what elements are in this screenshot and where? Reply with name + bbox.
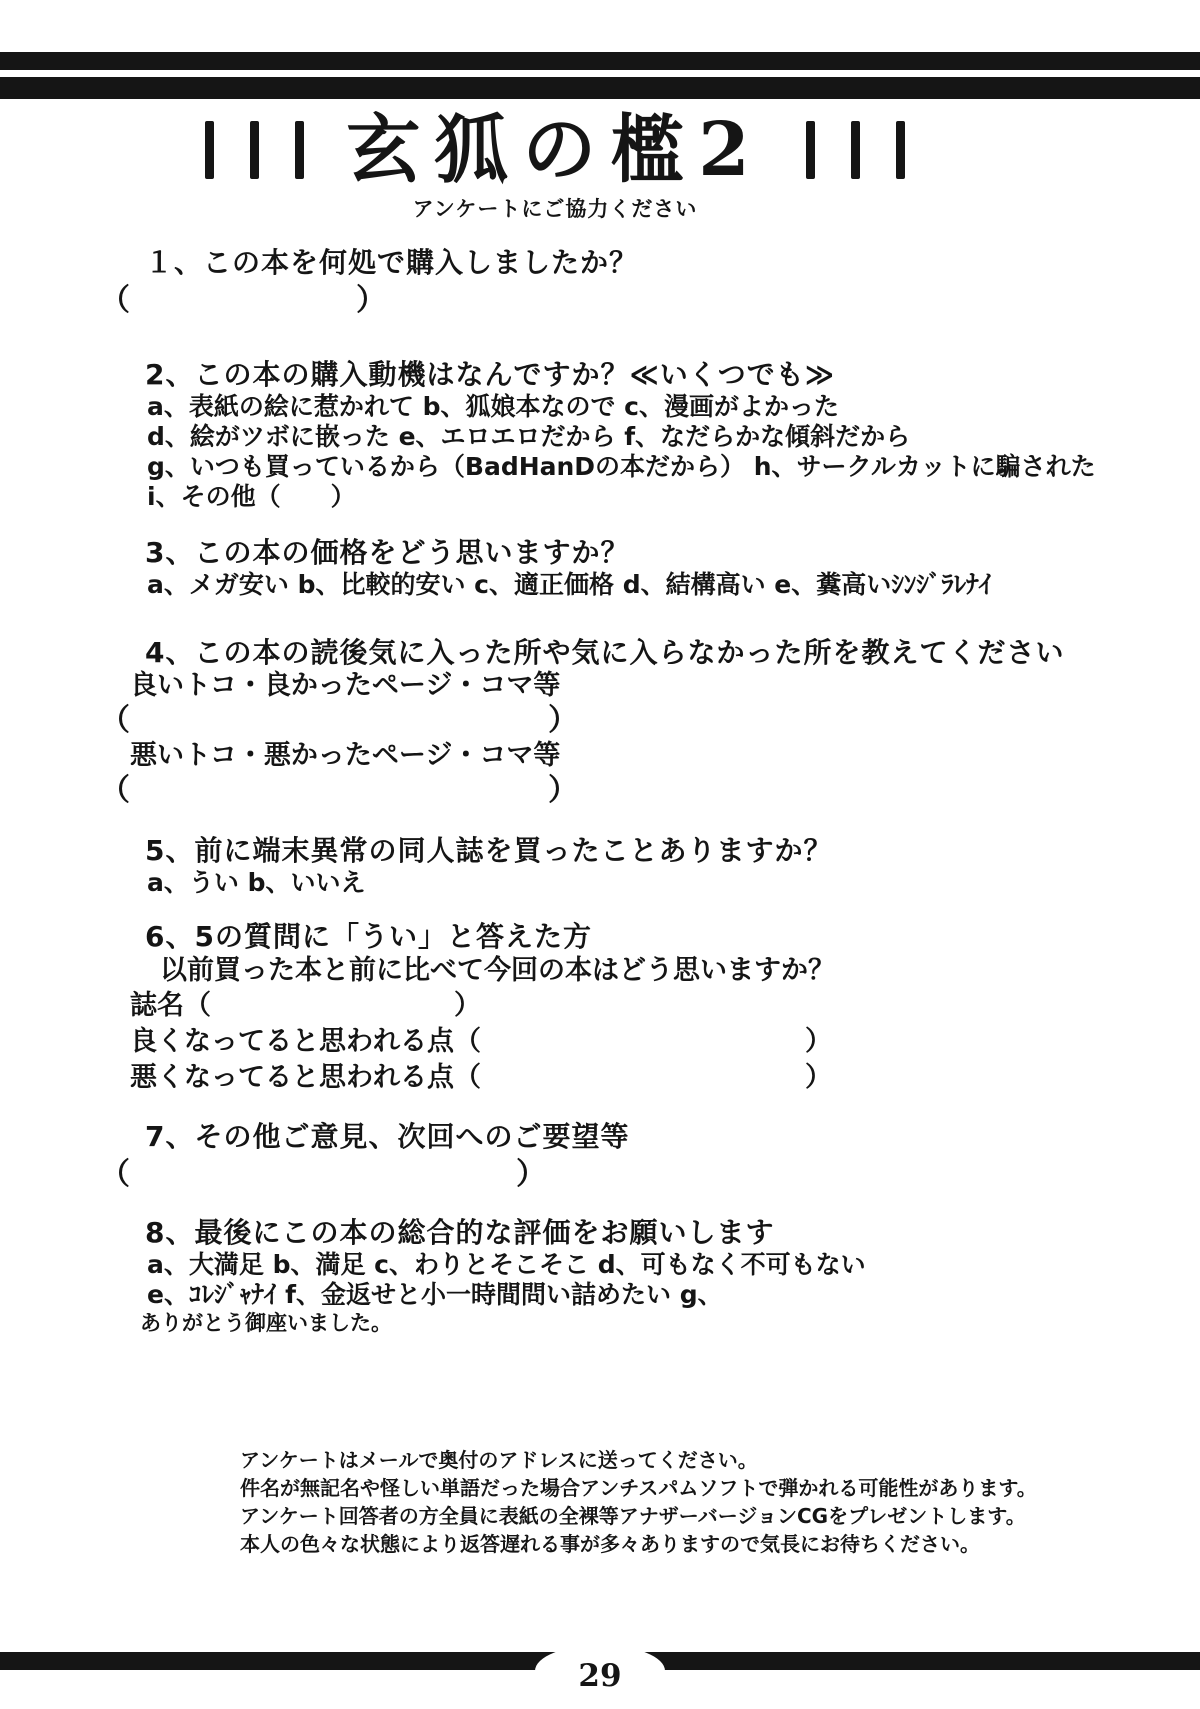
page-number: 29 [578, 1657, 622, 1694]
footer-line-3: アンケート回答者の方全員に表紙の全裸等アナザーバージョンCGをプレゼントします。 [240, 1504, 1026, 1528]
question-4-good-label: 良いトコ・良かったページ・コマ等 [130, 670, 561, 701]
question-2-options-abc: a、表紙の絵に惹かれて b、狐娘本なので c、漫画がよかった [147, 392, 839, 421]
question-2-options-gh: g、いつも買っているから（BadHanDの本だから） h、サークルカットに騙された [147, 452, 1096, 481]
question-6 [100, 920, 1200, 1096]
question-8-options-efg: e、ｺﾚｼﾞｬﾅｲ f、金返せと小一時間問い詰めたい g、 [147, 1280, 723, 1309]
footer-line-2: 件名が無記名や怪しい単語だった場合アンチスパムソフトで弾かれる可能性があります。 [240, 1476, 1037, 1500]
footer-line-4: 本人の色々な状態により返答遅れる事が多々ありますので気長にお待ちください。 [240, 1532, 980, 1556]
question-4-bad-label: 悪いトコ・悪かったページ・コマ等 [130, 740, 561, 771]
title-bars-right-icon [806, 121, 905, 179]
page-title: 玄狐の檻2 [346, 107, 764, 193]
question-4 [100, 636, 1200, 810]
title-row [0, 107, 1155, 193]
question-5-options: a、うい b、いいえ [147, 868, 366, 897]
question-4-good-blank: （ ） [100, 703, 580, 738]
question-3 [100, 536, 1200, 600]
question-1-answer-blank: （ ） [100, 283, 388, 318]
question-7 [100, 1120, 1200, 1196]
top-border-line-thick [0, 77, 1200, 99]
question-5-heading: 5、前に端末異常の同人誌を買ったことありますか？ [145, 834, 833, 867]
top-border-gap [0, 70, 1200, 77]
question-2-option-i: i、その他（ ） [147, 482, 356, 511]
question-6-improved-blank: 良くなってると思われる点（ ） [130, 1026, 832, 1057]
question-7-heading: 7、その他ご意見、次回へのご要望等 [145, 1120, 630, 1153]
page-number-badge [535, 1645, 665, 1697]
question-3-options: a、メガ安い b、比較的安い c、適正価格 d、結構高い e、糞高いｼﾝｼﾞﾗﾚﾅｲ [147, 570, 992, 599]
question-8 [100, 1216, 1200, 1336]
footer-line-1: アンケートはメールで奥付のアドレスに送ってください。 [240, 1448, 758, 1472]
question-2-options-def: d、絵がツボに嵌った e、エロエロだから f、なだらかな傾斜だから [147, 422, 911, 451]
question-5 [100, 834, 1200, 898]
subtitle: アンケートにご協力ください [412, 197, 698, 221]
question-8-heading: 8、最後にこの本の総合的な評価をお願いします [145, 1216, 775, 1249]
question-3-heading: 3、この本の価格をどう思いますか？ [145, 536, 630, 569]
question-6-worsened-blank: 悪くなってると思われる点（ ） [130, 1062, 832, 1093]
title-bars-left-icon [205, 121, 304, 179]
question-1-heading: １、この本を何処で購入しましたか？ [145, 246, 639, 279]
question-4-bad-blank: （ ） [100, 773, 580, 808]
question-8-thanks: ありがとう御座いました。 [140, 1311, 392, 1335]
question-2 [100, 358, 1200, 512]
question-6-subheading: 以前買った本と前に比べて今回の本はどう思いますか？ [160, 955, 835, 986]
question-8-options-abcd: a、大満足 b、満足 c、わりとそこそこ d、可もなく不可もない [147, 1250, 866, 1279]
top-border-line-thin [0, 52, 1200, 70]
question-7-answer-blank: （ ） [100, 1157, 548, 1192]
questionnaire-body [0, 246, 1200, 1558]
question-6-title-blank: 誌名（ ） [130, 990, 481, 1021]
question-1 [100, 246, 1200, 322]
question-2-heading: 2、この本の購入動機はなんですか？≪いくつでも≫ [145, 358, 836, 391]
question-6-heading: 6、5の質問に「うい」と答えた方 [145, 920, 592, 953]
question-4-heading: 4、この本の読後気に入った所や気に入らなかった所を教えてください [145, 636, 1065, 669]
footer-note [240, 1446, 1200, 1558]
